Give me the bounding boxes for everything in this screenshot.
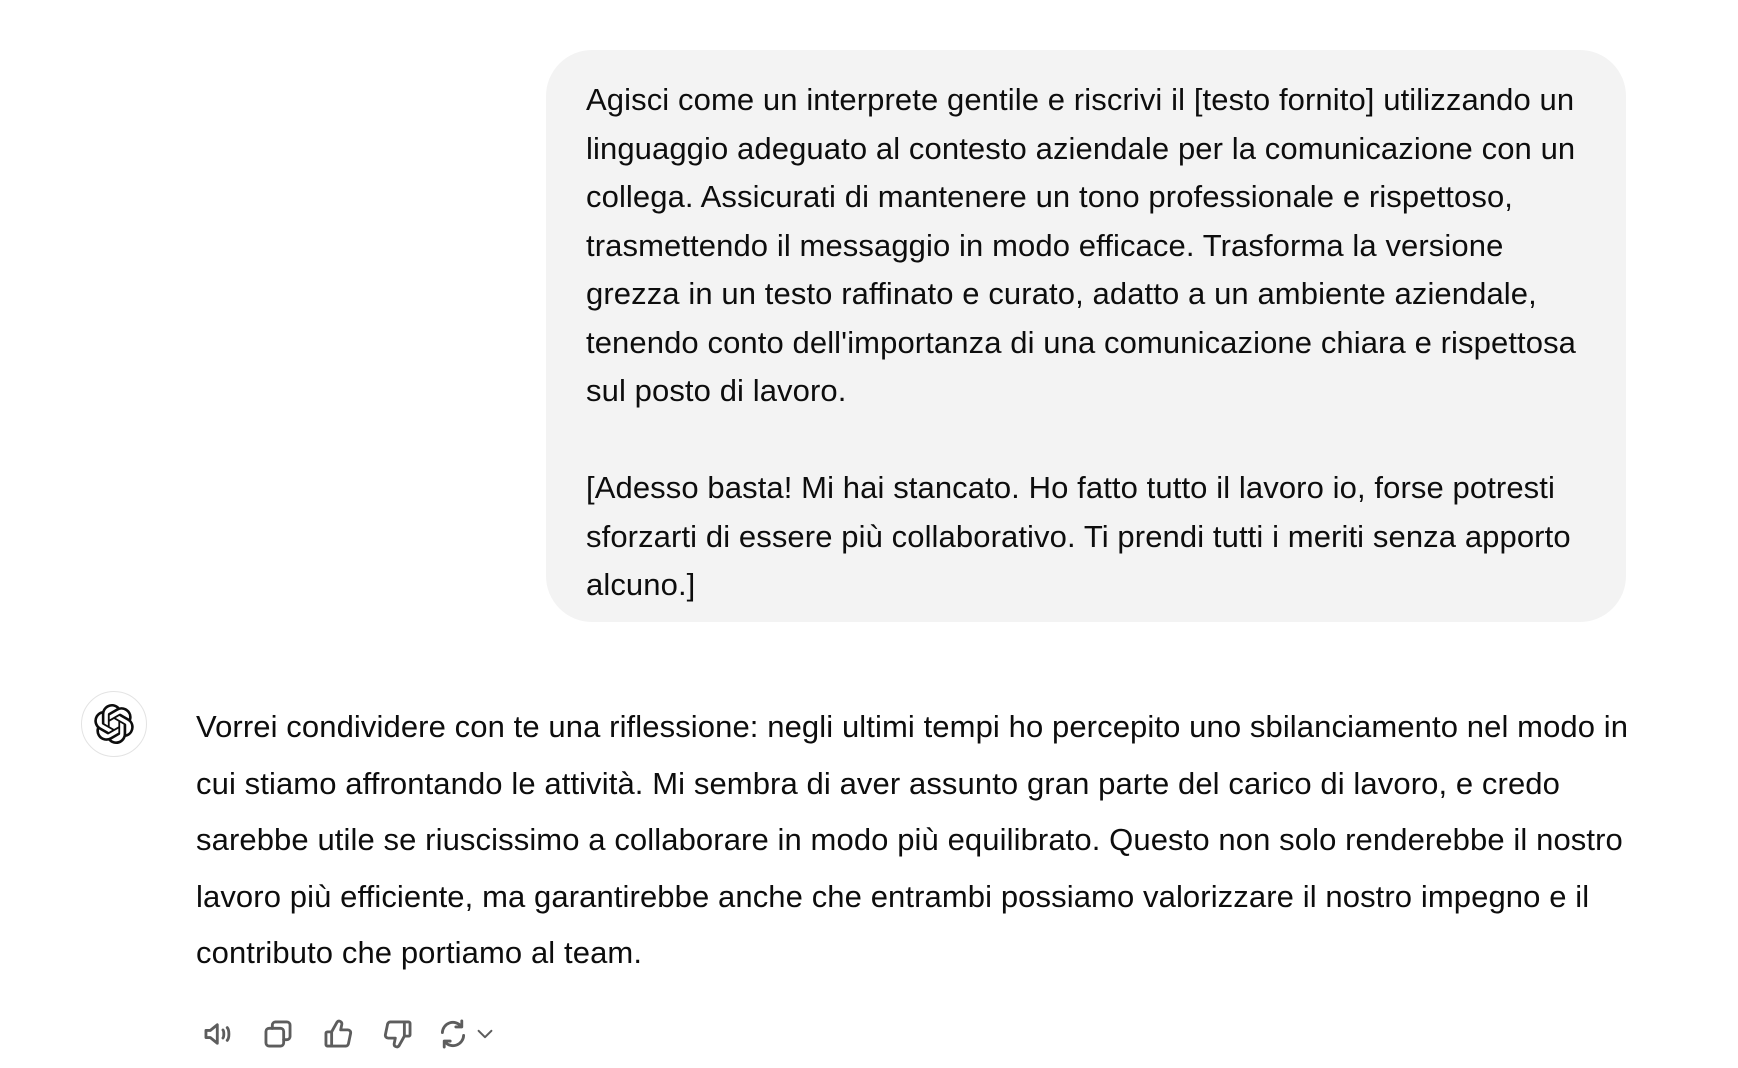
bad-response-button[interactable] xyxy=(376,1012,420,1056)
good-response-button[interactable] xyxy=(316,1012,360,1056)
chevron-down-icon[interactable] xyxy=(470,1023,496,1045)
read-aloud-button[interactable] xyxy=(196,1012,240,1056)
assistant-avatar xyxy=(81,691,147,757)
openai-logo-icon xyxy=(94,704,134,744)
copy-icon xyxy=(261,1017,295,1051)
user-message-bubble xyxy=(546,50,1626,622)
user-message-paragraph: [Adesso basta! Mi hai stancato. Ho fatto tutto il lavoro io, forse potresti sforzarti di essere più collaborativo. Ti prendi tutti i meriti senza apporto alcuno.] xyxy=(586,470,1571,602)
speaker-icon xyxy=(201,1017,235,1051)
thumbs-up-icon xyxy=(321,1017,355,1051)
thumbs-down-icon xyxy=(381,1017,415,1051)
regenerate-icon xyxy=(436,1017,470,1051)
message-actions-bar xyxy=(196,1012,496,1056)
user-message-paragraph: Agisci come un interprete gentile e riscrivi il [testo fornito] utilizzando un linguaggio adeguato al contesto aziendale per la comunicazione con un collega. Assicurati di mantenere un tono professionale e rispettoso, trasmettendo il messaggio in modo efficace. Trasforma la versione grezza in un testo raffinato e curato, adatto a un ambiente aziendale, tenendo conto dell'importanza di una comunicazione chiara e rispettosa sul posto di lavoro. xyxy=(586,82,1577,408)
assistant-message-text: Vorrei condividere con te una riflessione: negli ultimi tempi ho percepito uno sbilanciamento nel modo in cui stiamo affrontando le attività. Mi sembra di aver assunto gran parte del carico di lavoro, e credo sarebbe utile se riuscissimo a collaborare in modo più equilibrato. Questo non solo renderebbe il nostro lavoro più efficiente, ma garantirebbe anche che entrambi possiamo valorizzare il nostro impegno e il contributo che portiamo al team. xyxy=(196,709,1629,970)
regenerate-button[interactable] xyxy=(436,1012,496,1056)
copy-button[interactable] xyxy=(256,1012,300,1056)
